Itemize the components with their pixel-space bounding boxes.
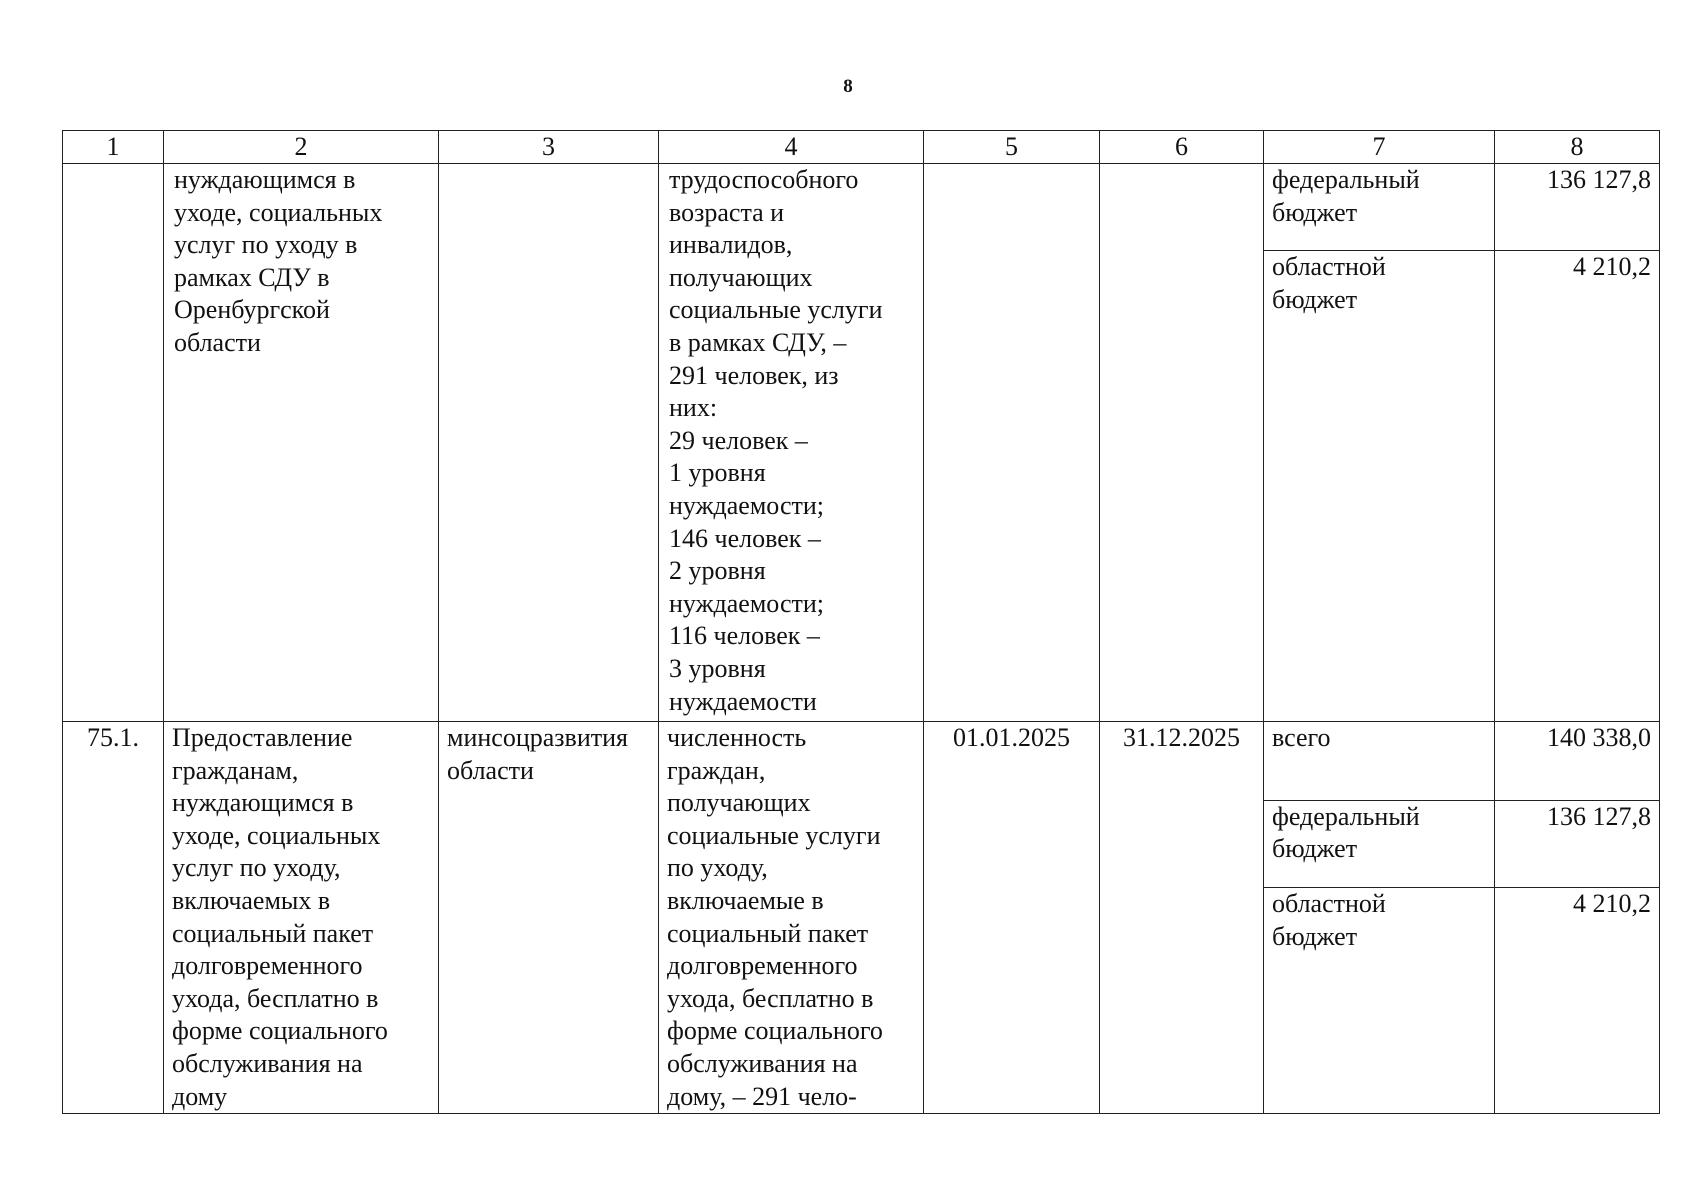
- row2-funding-amount-total: 140 338,0: [1495, 722, 1660, 801]
- column-header-3: 3: [439, 131, 659, 164]
- row1-responsible-cell: [439, 164, 659, 722]
- row1-funding-source-regional: областной бюджет: [1264, 251, 1495, 722]
- column-header-7: 7: [1264, 131, 1495, 164]
- column-header-5: 5: [924, 131, 1100, 164]
- page-number: 8: [843, 76, 853, 97]
- column-header-1: 1: [63, 131, 164, 164]
- row2-funding-amount-regional: 4 210,2: [1495, 888, 1660, 1114]
- row2-start-date-cell: 01.01.2025: [924, 722, 1100, 1114]
- row1-funding-amount-federal: 136 127,8: [1495, 164, 1660, 251]
- row2-end-date-cell: 31.12.2025: [1100, 722, 1264, 1114]
- row2-funding-source-federal: федеральный бюджет: [1264, 800, 1495, 888]
- row2-funding-source-regional: областной бюджет: [1264, 888, 1495, 1114]
- row2-funding-amount-federal: 136 127,8: [1495, 800, 1660, 888]
- row1-number-cell: [63, 164, 164, 722]
- table-row: [63, 164, 1660, 251]
- column-header-4: 4: [659, 131, 924, 164]
- row2-number-cell: 75.1.: [63, 722, 164, 1114]
- row2-measure-cell: Предоставление гражданам, нуждающимся в уходе, социальных услуг по уходу, включаемых в социальный пакет долговременного ухода, бесплатно в форме социального обслуживания на дому: [164, 722, 439, 1114]
- column-header-2: 2: [164, 131, 439, 164]
- column-header-6: 6: [1100, 131, 1264, 164]
- row1-funding-source-federal: федеральный бюджет: [1264, 164, 1495, 251]
- row1-start-date-cell: [924, 164, 1100, 722]
- program-table: [62, 130, 1660, 1114]
- row1-end-date-cell: [1100, 164, 1264, 722]
- row1-measure-cell: нуждающимся в уходе, социальных услуг по уходу в рамках СДУ в Оренбургской области: [164, 164, 439, 722]
- row2-responsible-cell: минсоцразвития области: [439, 722, 659, 1114]
- row2-funding-source-total: всего: [1264, 722, 1495, 801]
- table-row: [63, 722, 1660, 801]
- row1-funding-amount-regional: 4 210,2: [1495, 251, 1660, 722]
- row2-indicator-cell: численность граждан, получающих социальные услуги по уходу, включаемые в социальный пакет долговременного ухода, бесплатно в форме социального обслуживания на дому, – 291 чело-: [659, 722, 924, 1114]
- header-row: [63, 131, 1660, 164]
- row1-indicator-cell: трудоспособного возраста и инвалидов, получающих социальные услуги в рамках СДУ, – 291 человек, из них: 29 человек – 1 уровня нуждаемости; 146 человек – 2 уровня нуждаемости; 116 человек – 3 уровня нуждаемости: [659, 164, 924, 722]
- column-header-8: 8: [1495, 131, 1660, 164]
